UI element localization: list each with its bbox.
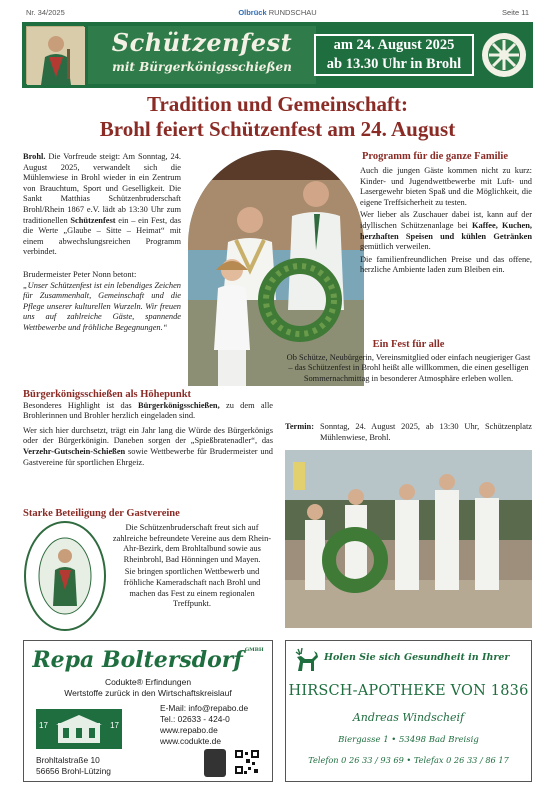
program-p2-b: gemütlich verweilen. bbox=[360, 242, 431, 252]
program-paragraph-2 bbox=[360, 210, 532, 252]
fest-for-all-paragraph: Ob Schütze, Neubürgerin, Vereinsmitglied oder einfach neugieriger Gast – das Schützenfest in Brohl heißt alle willkommen, die einen geselligen Sommernachmittag in besonderer Atmosphäre erleben wollen. bbox=[286, 352, 531, 383]
banner-date-line1: am 24. August 2025 bbox=[333, 37, 455, 53]
ks-p2-bold: Verzehr-Gutschein-Schießen bbox=[23, 446, 126, 456]
koenigsschiessen-paragraph-1 bbox=[23, 401, 273, 422]
repa-phone: Tel.: 02633 - 424-0 bbox=[160, 714, 230, 724]
repa-website-1[interactable]: www.repabo.de bbox=[160, 725, 218, 735]
dateline: Brohl. bbox=[23, 152, 46, 161]
koenigsschiessen-heading: Bürgerkönigsschießen als Höhepunkt bbox=[23, 389, 192, 400]
program-paragraph-3: Die familienfreundlichen Preise und das offene, herzliche Ambiente laden zum Bleiben ein. bbox=[360, 254, 532, 275]
qr-code-icon[interactable] bbox=[234, 749, 260, 775]
ks-p2-b: sowie Wettbewerbe für Brudermeister und Gastvereine für sportlichen Ehrgeiz. bbox=[23, 446, 273, 467]
repa-tagline-2: Wertstoffe zurück in den Wirtschaftskreislauf bbox=[64, 688, 232, 698]
banner-date-box bbox=[314, 34, 474, 76]
banner-subtitle: mit Bürgerkönigsschießen bbox=[112, 60, 292, 74]
publication-name-rest: RUNDSCHAU bbox=[266, 8, 317, 17]
banner-title: Schützenfest bbox=[111, 28, 293, 57]
repa-website-2[interactable]: www.codukte.de bbox=[160, 736, 221, 746]
repa-logo-text: Repa Boltersdorf bbox=[32, 647, 243, 673]
photo-group-celebration bbox=[285, 450, 532, 628]
headline-line1: Tradition und Gemeinschaft: bbox=[147, 92, 408, 116]
termin-block bbox=[285, 422, 532, 443]
ks-p1-a: Besonderes Highlight ist das bbox=[23, 400, 138, 410]
termin-label: Termin: bbox=[285, 422, 315, 431]
ks-p1-b: zu dem alle Brohlerinnen und Brohler herzlich eingeladen sind. bbox=[23, 400, 273, 421]
ad-hirsch-apotheke bbox=[285, 640, 532, 782]
apotheke-name: HIRSCH-APOTHEKE VON 1836 bbox=[288, 683, 529, 699]
program-heading: Programm für die ganze Familie bbox=[362, 151, 508, 162]
issue-number: Nr. 34/2025 bbox=[26, 8, 65, 17]
gastvereine-heading: Starke Beteiligung der Gastvereine bbox=[23, 508, 180, 519]
program-p2-bold: Kaffee, Kuchen, herzhaften Speisen und kühlen Getränken bbox=[360, 220, 532, 241]
koenigsschiessen-block bbox=[23, 390, 273, 468]
program-paragraph-1: Auch die jungen Gäste kommen nicht zu kurz: Kinder- und Jugendwettbewerbe mit Luft- und Lasergewehr bieten Spaß und die Möglichkeit, die eigene Treffsicherheit zu testen. bbox=[360, 166, 532, 207]
apotheke-address: Biergasse 1 • 53498 Bad Breisig bbox=[338, 735, 479, 745]
brotherhood-emblem-icon bbox=[23, 520, 107, 632]
right-column-program bbox=[338, 152, 532, 165]
intro-paragraph bbox=[23, 152, 181, 258]
repa-badge-left: 17 bbox=[39, 721, 48, 730]
apotheke-owner: Andreas Windscheif bbox=[352, 711, 465, 724]
repa-badge-right: 17 bbox=[110, 721, 119, 730]
article-headline bbox=[22, 92, 533, 142]
deer-icon bbox=[292, 647, 320, 673]
repa-building-logo bbox=[36, 709, 122, 749]
gastvereine-text bbox=[111, 523, 273, 610]
banner-date-line2: ab 13.30 Uhr in Brohl bbox=[326, 56, 462, 72]
headline-line2: Brohl feiert Schützenfest am 24. August bbox=[99, 117, 456, 141]
ad-repa-boltersdorf bbox=[23, 640, 273, 782]
fest-for-all-heading: Ein Fest für alle bbox=[372, 339, 445, 350]
page-number: Seite 11 bbox=[502, 8, 529, 17]
apotheke-slogan: Holen Sie sich Gesundheit in Ihrer bbox=[324, 652, 510, 663]
intro-text-a: Die Vorfreude steigt: Am Sonntag, 24. August 2025, verwandelt sich die Mühlenwiese in Brohl wieder in ein Zentrum von Brauchtum, Sport und Geselligkeit. Die Sankt Matthias Schützenbruderschaft Brohl/Rhein 1867 e.V. lädt ab 13:30 Uhr zum traditionellen bbox=[23, 152, 181, 225]
event-banner bbox=[22, 22, 533, 88]
quote-paragraph bbox=[23, 270, 181, 334]
repa-city: 56656 Brohl-Lützing bbox=[36, 766, 111, 776]
quote-intro: Brudermeister Peter Nonn betont: bbox=[23, 269, 137, 279]
page-header bbox=[0, 0, 555, 22]
program-p2-a: Wer lieber als Zuschauer dabei ist, kann auf der idyllischen Schützenanlage bei bbox=[360, 210, 532, 230]
intro-text-b: ein – ein Fest, das die Werte „Glaube – Sitte – Heimat“ mit einem abwechslungsreichen Programm verbindet. bbox=[23, 215, 181, 257]
gastvereine-paragraph-2: Sie bringen sportlichen Wettbewerb und fröhliche Kameradschaft nach Brohl und machen das Fest zu einem regionalen Treffpunkt. bbox=[123, 567, 261, 609]
publication-name-strong: Olbrück bbox=[238, 8, 267, 17]
koenigsschiessen-paragraph-2 bbox=[23, 426, 273, 468]
publication-name bbox=[0, 8, 555, 17]
termin-table bbox=[285, 422, 532, 443]
ks-p1-bold: Bürgerkönigsschießen, bbox=[138, 400, 220, 410]
program-text-block bbox=[360, 166, 532, 276]
repa-gmbh: GMBH bbox=[244, 647, 264, 653]
gastvereine-heading-wrap bbox=[23, 508, 273, 519]
banner-title-area bbox=[88, 26, 316, 84]
gastvereine-paragraph-1: Die Schützenbruderschaft freut sich auf zahlreiche befreundete Vereine aus dem Rhein-Ahr-Bezirk, dem Brohltalbund sowie aus Rheinbrohl, Bad Hönningen und Mayen. bbox=[112, 523, 272, 564]
repa-contact bbox=[160, 703, 270, 747]
repa-tagline bbox=[24, 677, 272, 699]
left-column-intro bbox=[23, 152, 181, 340]
club-seal-icon bbox=[480, 27, 528, 83]
saint-portrait-image bbox=[26, 26, 84, 84]
repa-address bbox=[36, 755, 156, 777]
repa-logo bbox=[24, 647, 272, 673]
repa-email[interactable]: E-Mail: info@repabo.de bbox=[160, 703, 249, 713]
ks-p2-a: Wer sich hier durchsetzt, trägt ein Jahr lang die Würde des Bürgerkönigs oder der Bürgerkönigin. Daneben sorgen der „Spießbratenadler“, das bbox=[23, 425, 273, 446]
apotheke-phone: Telefon 0 26 33 / 93 69 • Telefax 0 26 33 / 86 17 bbox=[308, 755, 509, 765]
apotheke-slogan-bar bbox=[290, 645, 527, 675]
repa-street: Brohltalstraße 10 bbox=[36, 755, 100, 765]
fest-for-all-block bbox=[285, 340, 532, 384]
termin-text: Sonntag, 24. August 2025, ab 13:30 Uhr, Schützenplatz Mühlenwiese, Brohl. bbox=[320, 422, 532, 442]
quote-text: „Unser Schützenfest ist ein lebendiges Zeichen für Zusammenhalt, Gemeinschaft und die Pflege unserer kulturellen Wurzeln. Wir freuen uns auf zahlreiche Gäste, spannende Wettbewerbe und fröhliche Begegnungen.“ bbox=[23, 280, 181, 332]
repa-tagline-1: Codukte® Erfindungen bbox=[104, 677, 192, 687]
intro-text-bold: Schützenfest bbox=[70, 215, 116, 225]
phone-icon bbox=[204, 749, 226, 777]
